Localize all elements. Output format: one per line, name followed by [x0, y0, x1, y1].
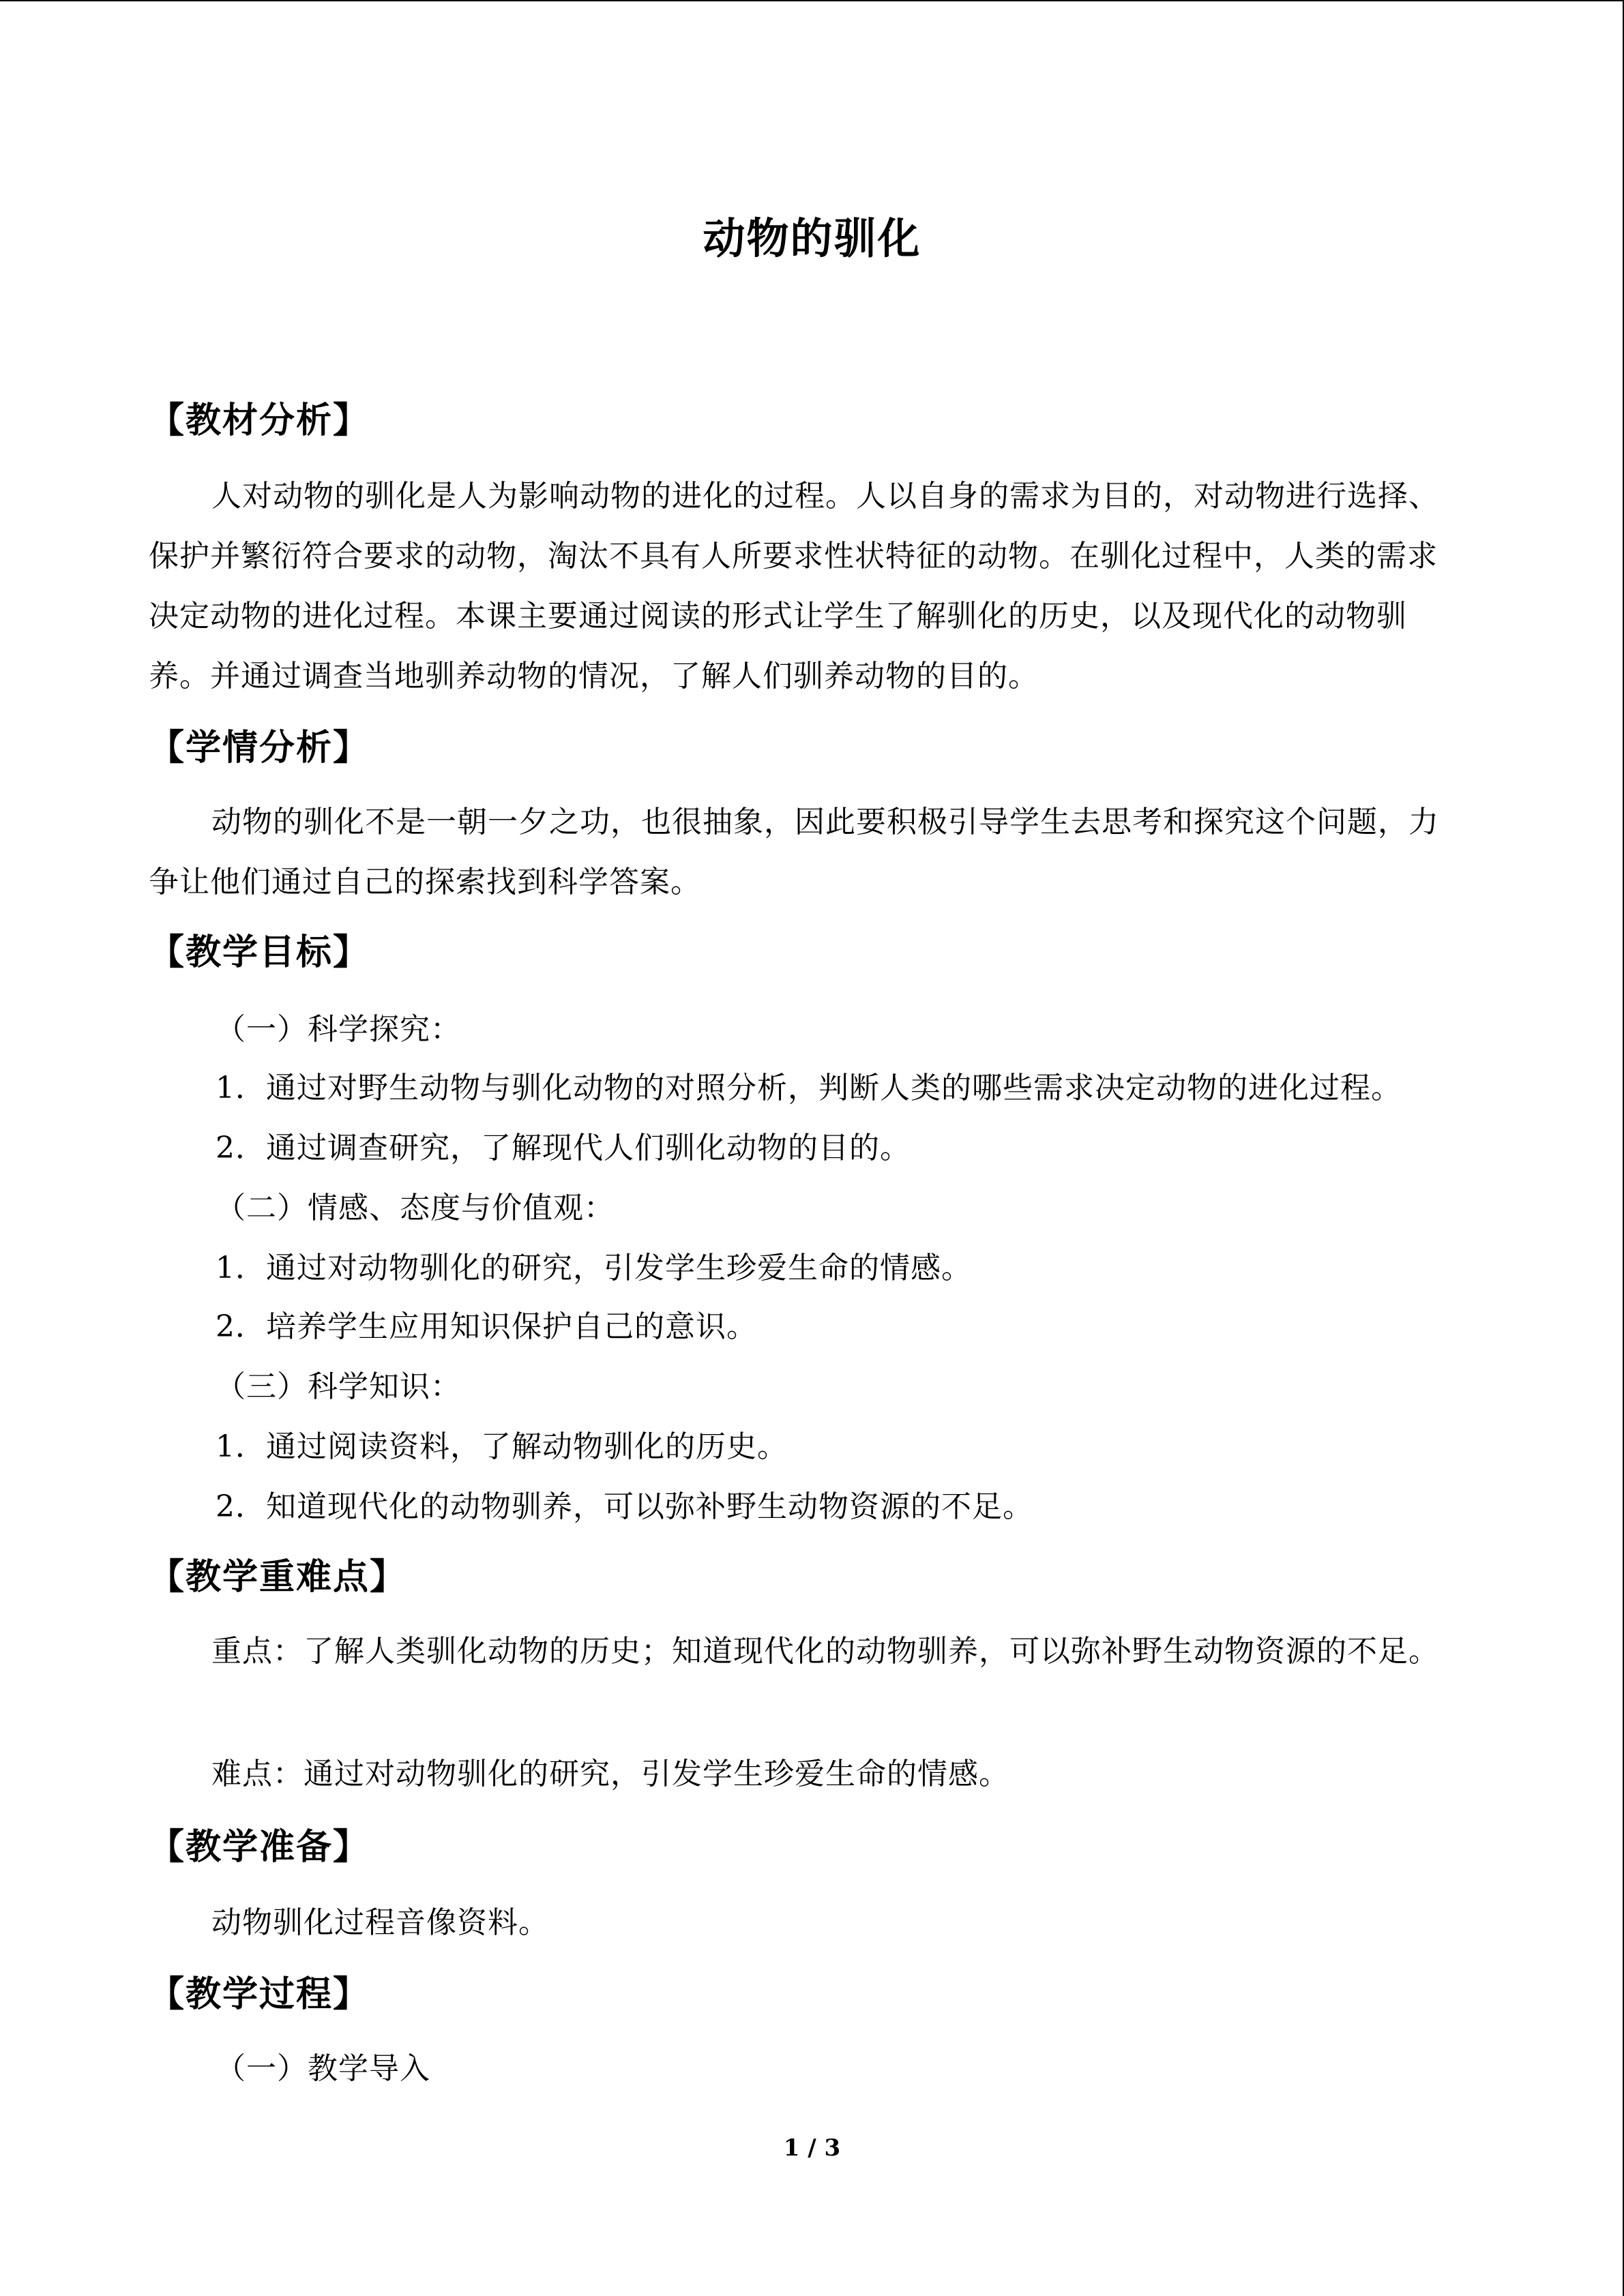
section-heading-preparation: 【教学准备】 — [149, 1827, 370, 1868]
objective-group-label: （一）科学探究： — [216, 1012, 461, 1047]
section-heading-process: 【教学过程】 — [149, 1974, 370, 2015]
section-heading-key-points: 【教学重难点】 — [149, 1557, 407, 1598]
paragraph-key-point: 重点：了解人类驯化动物的历史；知道现代化的动物驯养，可以弥补野生动物资源的不足。 — [211, 1634, 1439, 1669]
objective-item: 2．知道现代化的动物驯养，可以弥补野生动物资源的不足。 — [216, 1489, 1033, 1524]
page-number: 1 / 3 — [783, 2134, 841, 2162]
objective-item: 1．通过阅读资料，了解动物驯化的历史。 — [216, 1429, 788, 1464]
paragraph-difficulty: 难点：通过对动物驯化的研究，引发学生珍爱生命的情感。 — [211, 1757, 1009, 1791]
paragraph-student-analysis: 动物的驯化不是一朝一夕之功，也很抽象，因此要积极引导学生去思考和探究这个问题，力争让他们通过自己的探索找到科学答案。 — [149, 805, 1439, 899]
objective-item: 1．通过对野生动物与驯化动物的对照分析，判断人类的哪些需求决定动物的进化过程。 — [216, 1071, 1402, 1105]
document-title: 动物的驯化 — [703, 213, 921, 263]
objective-item: 1．通过对动物驯化的研究，引发学生珍爱生命的情感。 — [216, 1251, 972, 1285]
section-heading-textbook-analysis: 【教材分析】 — [149, 400, 370, 441]
paragraph-textbook-analysis: 人对动物的驯化是人为影响动物的进化的过程。人以自身的需求为目的，对动物进行选择、保护并繁衍符合要求的动物，淘汰不具有人所要求性状特征的动物。在驯化过程中，人类的需求决定动物的进化过程。本课主要通过阅读的形式让学生了解驯化的历史，以及现代化的动物驯养。并通过调查当地驯养动物的情况，了解人们驯养动物的目的。 — [149, 479, 1439, 694]
process-step: （一）教学导入 — [216, 2051, 430, 2086]
section-heading-objectives: 【教学目标】 — [149, 932, 370, 973]
objective-item: 2．通过调查研究，了解现代人们驯化动物的目的。 — [216, 1131, 911, 1165]
section-heading-student-analysis: 【学情分析】 — [149, 728, 370, 769]
objective-item: 2．培养学生应用知识保护自己的意识。 — [216, 1309, 757, 1344]
objective-group-label: （二）情感、态度与价值观： — [216, 1191, 615, 1225]
objective-group-label: （三）科学知识： — [216, 1369, 461, 1404]
paragraph-preparation: 动物驯化过程音像资料。 — [211, 1905, 549, 1940]
